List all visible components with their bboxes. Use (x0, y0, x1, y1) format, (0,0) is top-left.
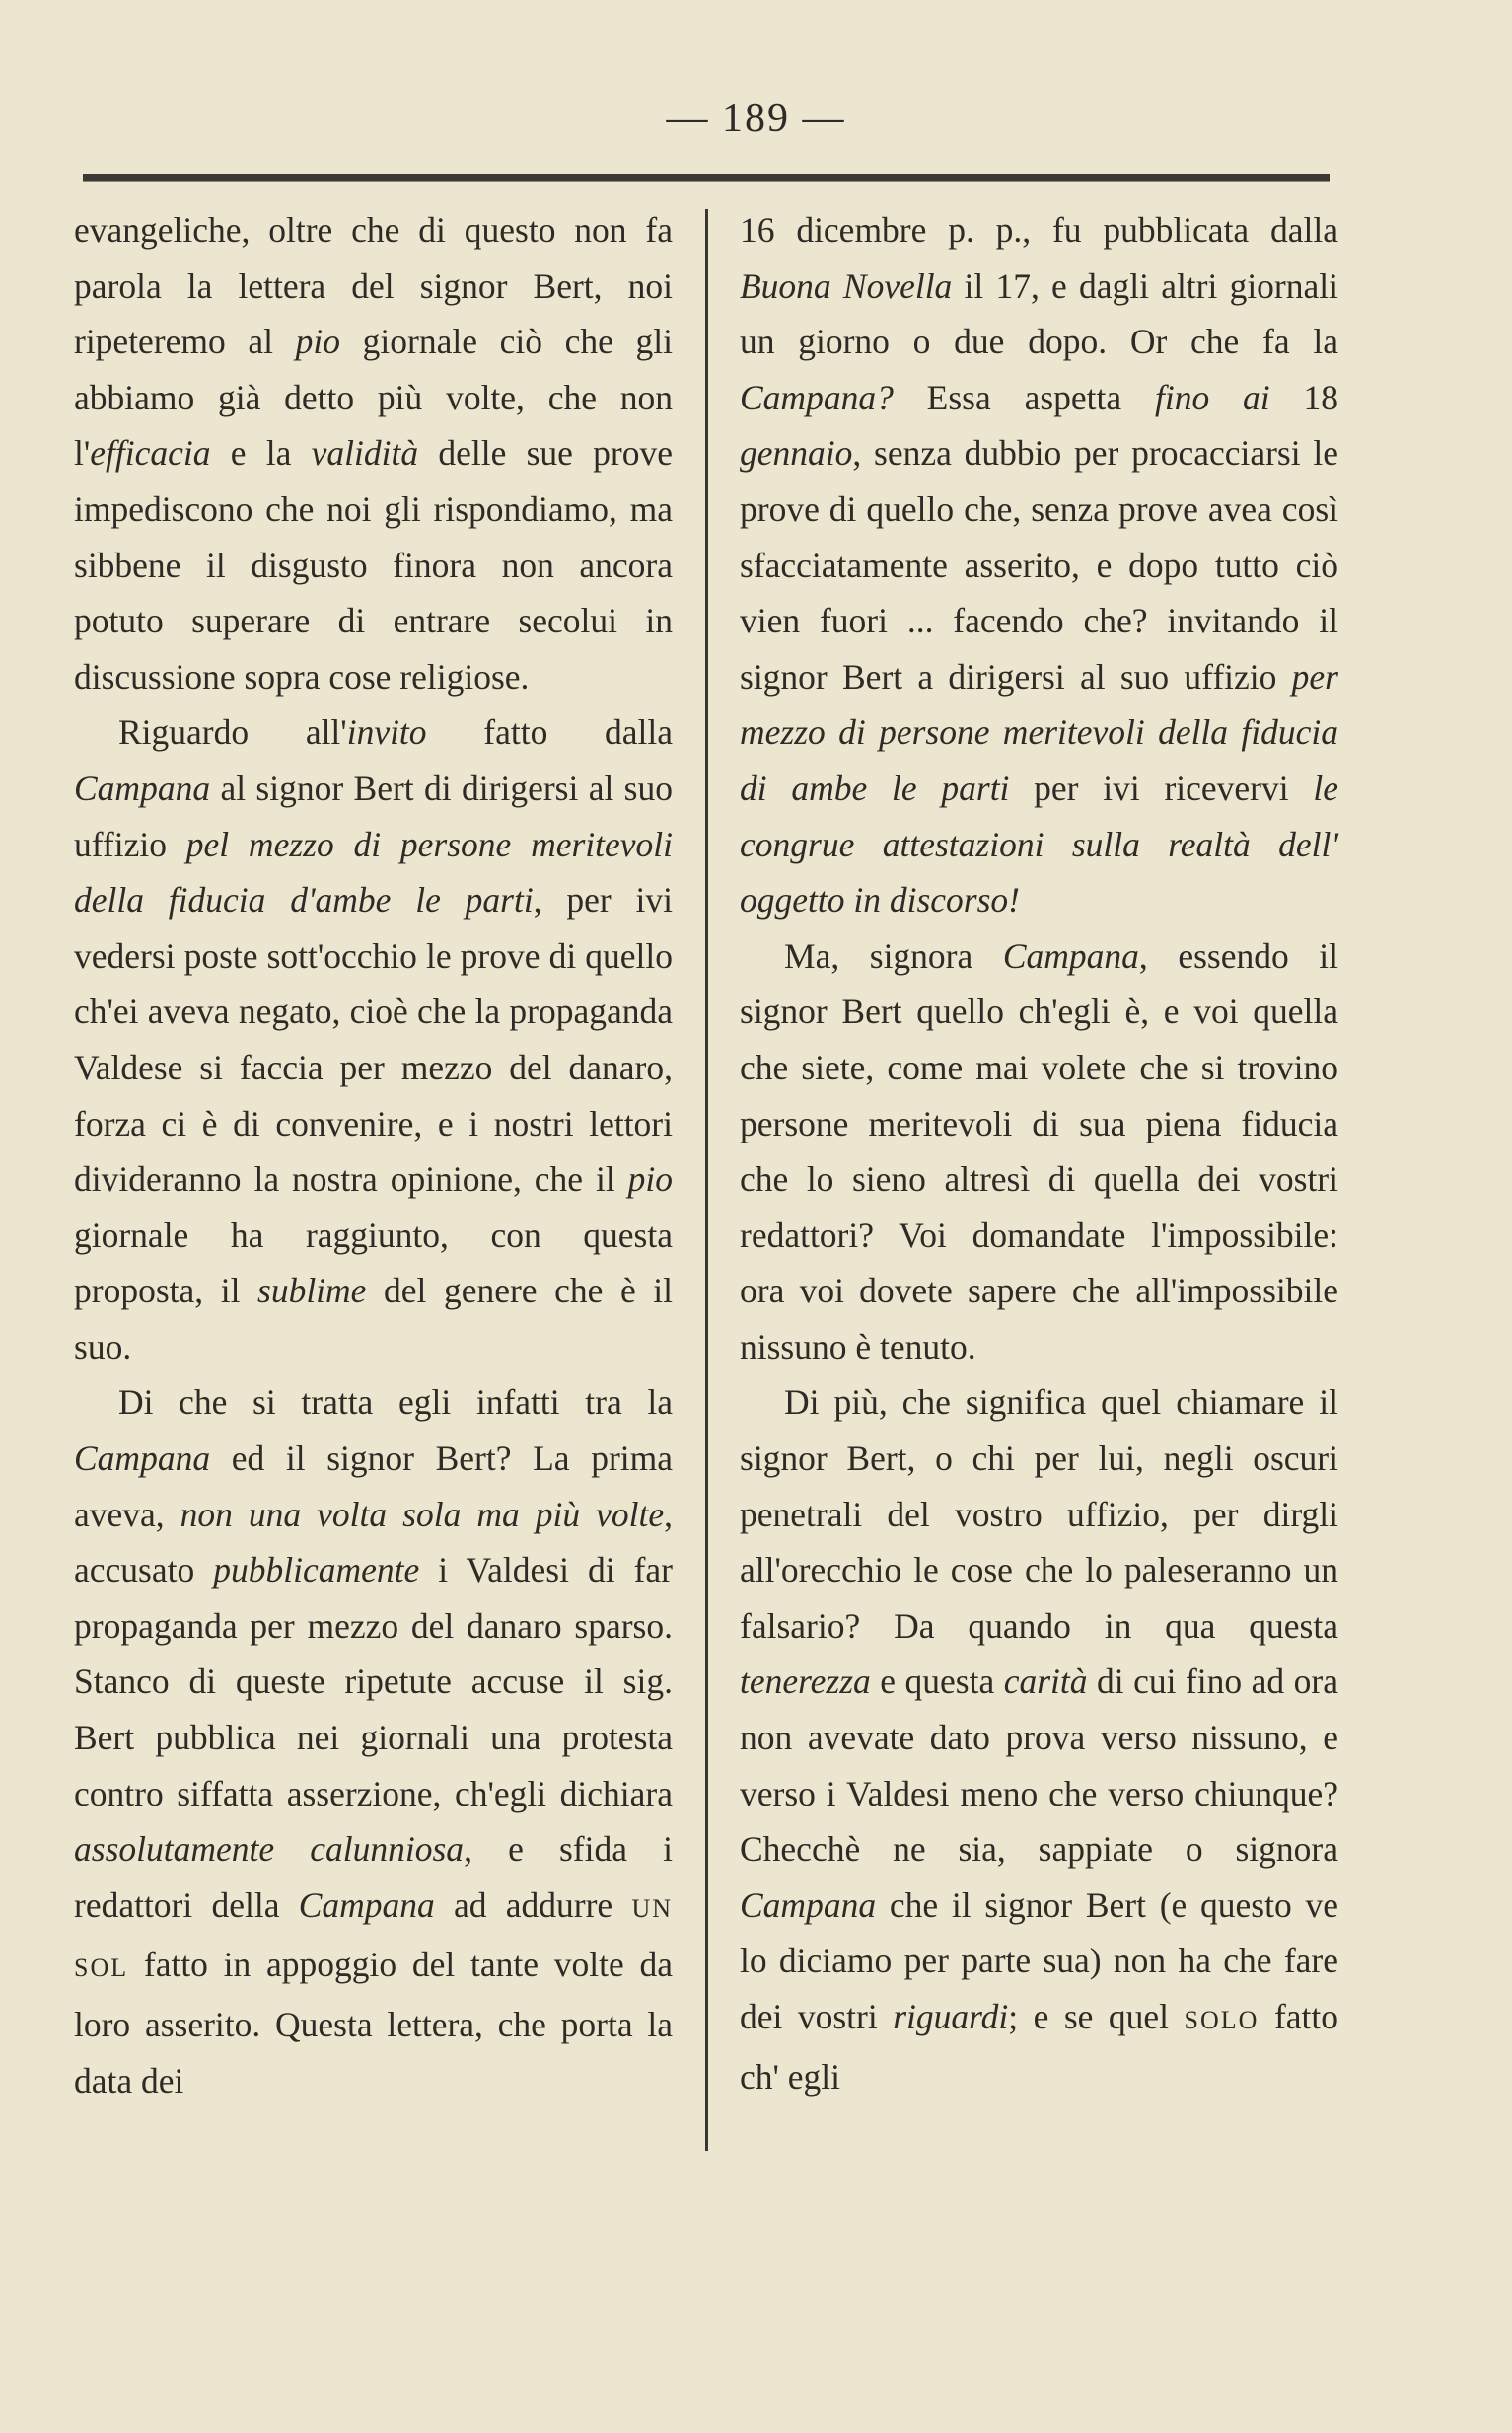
text-run: Di più, che significa quel chiamare il signor Bert, o chi per lui, negli oscuri penetrali del vostro uffizio, per dirgli all'orecchio le cose che lo paleseranno un falsario? Da quando in qua questa (740, 1382, 1338, 1646)
italic-text: pubblicamente (213, 1550, 420, 1590)
page-number: — 189 — (666, 96, 846, 141)
text-run: , e sfida i redattori della (74, 1829, 673, 1925)
italic-text: pio (295, 322, 341, 362)
text-run: , accusato (74, 1494, 673, 1590)
text-run: che il signor Bert (e questo ve lo diciamo per parte sua) non ha che fare dei vostri (740, 1884, 1338, 2036)
text-run: Essa aspetta (893, 377, 1155, 417)
header-rule (83, 174, 1330, 182)
text-run: il 17, e dagli altri giornali un giorno o due dopo. Or che fa la (740, 265, 1338, 362)
italic-text: pio (627, 1159, 673, 1200)
italic-text: carità (1003, 1661, 1088, 1702)
text-run: al signor Bert di dirigersi al suo uffizio (74, 768, 673, 864)
italic-text: gennaio (740, 433, 853, 474)
text-run: ed il signor Bert? La prima aveva, (74, 1438, 673, 1534)
italic-text: assolutamente calunniosa (74, 1829, 465, 1870)
text-run: fatto dalla (426, 712, 674, 753)
italic-text: riguardi (893, 1997, 1009, 2036)
italic-text: Campana (298, 1884, 435, 1925)
italic-text: fino ai (1154, 377, 1270, 417)
text-run: ; e se quel (1008, 1997, 1185, 2036)
small-caps-text: UN SOL (74, 1893, 673, 1983)
italic-text: invito (346, 712, 427, 753)
text-run: 18 (1269, 377, 1339, 417)
italic-text: Campana? (740, 377, 894, 417)
paragraph (74, 1374, 673, 2108)
text-run: e la (210, 433, 312, 474)
italic-text: validità (311, 433, 419, 474)
text-run: fatto ch' egli (740, 1997, 1338, 2097)
text-run: del genere che è il suo. (74, 1271, 673, 1366)
right-column (740, 202, 1338, 2104)
text-run: , essendo il signor Bert quello ch'egli è, e voi quella che siete, come mai volete che si trovino persone meritevoli di sua piena fiducia che lo sieno altresì di quella dei vostri redattori? Voi domandate l'impossibile: ora voi dovete sapere che all'impossibile nissuno è tenuto. (740, 935, 1338, 1366)
paragraph (74, 202, 673, 704)
italic-text: pel mezzo di persone meritevoli della fiducia d'ambe le parti (74, 824, 673, 921)
text-run: i Valdesi di far propaganda per mezzo del danaro sparso. Stanco di queste ripetute accuse il sig. Bert pubblica nei giornali una protesta contro siffatta asserzione, ch'egli dichiara (74, 1550, 673, 1813)
text-run: ad addurre (434, 1884, 632, 1925)
italic-text: Campana (1002, 935, 1139, 976)
italic-text: le congrue attestazioni sulla realtà dell' oggetto in discorso! (740, 768, 1338, 921)
italic-text: sublime (257, 1271, 367, 1311)
text-run: giornale ciò che gli abbiamo già detto più volte, che non l' (74, 322, 674, 474)
italic-text: per mezzo di persone meritevoli della fiducia di ambe le parti (740, 656, 1338, 808)
text-run: di cui fino ad ora non avevate dato prova verso nissuno, e verso i Valdesi meno che verso chiunque? Checchè ne sia, sappiate o signora (740, 1661, 1338, 1870)
text-run: Di che si tratta egli infatti tra la (118, 1382, 673, 1423)
text-run: giornale ha raggiunto, con questa proposta, il (74, 1215, 673, 1311)
text-run: , senza dubbio per procacciarsi le prove di quello che, senza prove avea così sfacciatamente asserito, e dopo tutto ciò vien fuori ... facendo che? invitando il signor Bert a dirigersi al suo uffizio (740, 433, 1338, 697)
text-run: per ivi ricevervi (1009, 768, 1314, 808)
italic-text: Buona Novella (740, 265, 953, 306)
text-run: Ma, signora (784, 935, 1003, 976)
italic-text: efficacia (90, 433, 211, 474)
paragraph (740, 1374, 1338, 2104)
italic-text: non una volta sola ma più volte (180, 1494, 665, 1534)
paragraph (740, 202, 1338, 928)
small-caps-text: SOLO (1184, 2006, 1260, 2034)
paragraph (740, 928, 1338, 1375)
italic-text: Campana (74, 768, 211, 808)
italic-text: Campana (74, 1438, 211, 1479)
text-run: fatto in appoggio del tante volte da loro asserito. Questa lettera, che porta la data dei (74, 1945, 673, 2101)
text-run: e questa (870, 1661, 1004, 1702)
text-run: delle sue prove impediscono che noi gli rispondiamo, ma sibbene il disgusto finora non ancora potuto superare di entrare secolui in discussione sopra cose religiose. (74, 433, 673, 697)
left-column (74, 202, 673, 2108)
text-run: evangeliche, oltre che di questo non fa parola la lettera del signor Bert, noi ripeteremo al (74, 210, 673, 362)
text-run: , per ivi vedersi poste sott'occhio le prove di quello ch'ei aveva negato, cioè che la propaganda Valdese si faccia per mezzo del danaro, forza ci è di convenire, e i nostri lettori divideranno la nostra opinione, che il (74, 880, 673, 1200)
italic-text: tenerezza (740, 1661, 871, 1702)
column-divider (705, 209, 708, 2151)
text-run: 16 dicembre p. p., fu pubblicata dalla (740, 210, 1338, 250)
text-run: Riguardo all' (118, 712, 347, 753)
italic-text: Campana (740, 1884, 877, 1925)
paragraph (74, 704, 673, 1374)
